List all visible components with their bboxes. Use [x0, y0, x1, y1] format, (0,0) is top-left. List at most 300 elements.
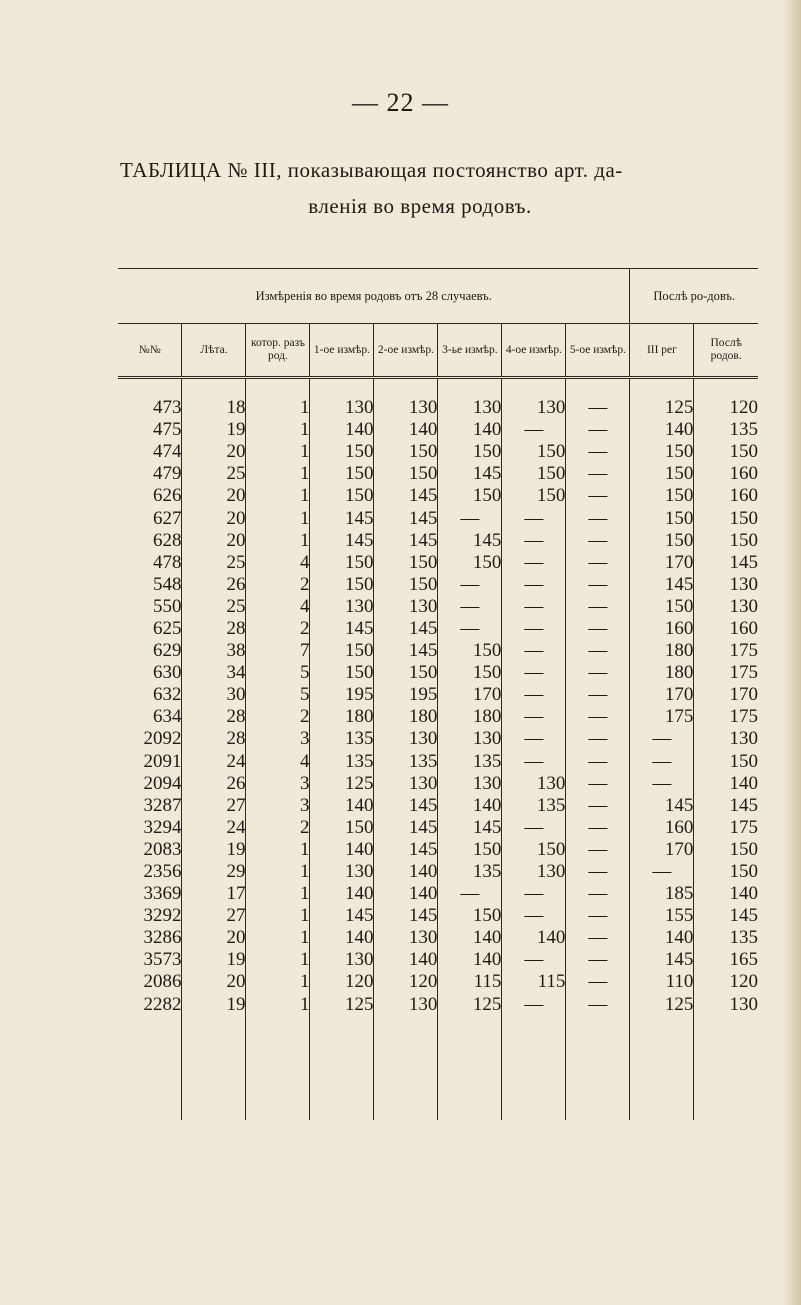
blood-pressure-table — [118, 268, 758, 1120]
cell-measure-4: — — [502, 596, 566, 618]
cell-measure-3: 140 — [438, 795, 502, 817]
cell-measure-2: 180 — [374, 706, 438, 728]
cell-number: 548 — [152, 573, 182, 595]
cell-third-stage: 140 — [630, 927, 694, 949]
col-header-measure-1: 1-ое измѣр. — [310, 324, 374, 378]
cell-measure-2: 145 — [374, 507, 438, 529]
cell-measure-5: — — [566, 662, 630, 684]
cell-after-labor: 130 — [694, 574, 758, 596]
cell-birth-order: 1 — [246, 949, 310, 971]
cell-measure-2: 145 — [374, 795, 438, 817]
cell-third-stage: 140 — [630, 419, 694, 441]
cell-measure-1: 140 — [310, 927, 374, 949]
cell-measure-5: — — [566, 905, 630, 927]
cell-birth-order: 3 — [246, 795, 310, 817]
cell-measure-3: 150 — [438, 839, 502, 861]
cell-birth-order: 5 — [246, 684, 310, 706]
cell-after-labor: 160 — [694, 463, 758, 485]
cell-number: 550 — [152, 595, 182, 617]
cell-third-stage: 145 — [630, 574, 694, 596]
cell-birth-order: 3 — [246, 728, 310, 750]
cell-measure-3: 115 — [438, 971, 502, 993]
table-row — [118, 949, 758, 971]
cell-measure-1: 150 — [310, 640, 374, 662]
cell-number: 3294 — [143, 816, 182, 838]
cell-measure-2: 140 — [374, 419, 438, 441]
cell-measure-1: 150 — [310, 552, 374, 574]
cell-measure-4: — — [502, 552, 566, 574]
header-during-labor: Измѣренія во время родовъ отъ 28 случаевъ. — [118, 269, 630, 324]
cell-measure-3: 180 — [438, 706, 502, 728]
table-row — [118, 706, 758, 728]
cell-measure-3: 135 — [438, 751, 502, 773]
col-header-measure-2: 2-ое измѣр. — [374, 324, 438, 378]
table-row — [118, 419, 758, 441]
cell-measure-3: 130 — [438, 773, 502, 795]
cell-measure-2: 145 — [374, 530, 438, 552]
table-row — [118, 971, 758, 993]
cell-third-stage: — — [630, 861, 694, 883]
cell-measure-3: 145 — [438, 463, 502, 485]
cell-measure-5: — — [566, 773, 630, 795]
cell-measure-4: — — [502, 706, 566, 728]
table-body — [118, 378, 758, 1120]
cell-third-stage: — — [630, 728, 694, 750]
cell-measure-1: 150 — [310, 441, 374, 463]
cell-age: 24 — [182, 817, 246, 839]
cell-number: 632 — [152, 684, 182, 706]
table-row — [118, 751, 758, 773]
cell-measure-5: — — [566, 795, 630, 817]
cell-number: 2092 — [143, 728, 182, 750]
cell-third-stage: 180 — [630, 640, 694, 662]
cell-measure-2: 150 — [374, 574, 438, 596]
cell-after-labor: 145 — [694, 905, 758, 927]
cell-after-labor: 175 — [694, 640, 758, 662]
cell-measure-3: 170 — [438, 684, 502, 706]
cell-measure-2: 130 — [374, 728, 438, 750]
page-number: — 22 — — [352, 88, 449, 117]
cell-measure-5: — — [566, 817, 630, 839]
header-group-row — [118, 269, 758, 324]
cell-number: 629 — [152, 640, 182, 662]
cell-number: 2083 — [143, 838, 182, 860]
table-row — [118, 795, 758, 817]
cell-measure-1: 145 — [310, 618, 374, 640]
cell-measure-4: 135 — [502, 795, 566, 817]
cell-number: 3286 — [143, 927, 182, 949]
cell-measure-4: 150 — [502, 839, 566, 861]
cell-third-stage: 150 — [630, 507, 694, 529]
cell-age: 17 — [182, 883, 246, 905]
cell-birth-order: 1 — [246, 507, 310, 529]
cell-number: 478 — [152, 551, 182, 573]
cell-after-labor: 130 — [694, 596, 758, 618]
cell-age: 20 — [182, 971, 246, 993]
cell-measure-5: — — [566, 949, 630, 971]
cell-birth-order: 1 — [246, 441, 310, 463]
cell-measure-2: 130 — [374, 927, 438, 949]
cell-measure-2: 145 — [374, 618, 438, 640]
cell-after-labor: 120 — [694, 397, 758, 419]
cell-birth-order: 1 — [246, 397, 310, 419]
cell-measure-4: — — [502, 728, 566, 750]
cell-measure-2: 145 — [374, 905, 438, 927]
cell-measure-1: 140 — [310, 839, 374, 861]
cell-measure-5: — — [566, 419, 630, 441]
table-row — [118, 839, 758, 861]
cell-measure-4: — — [502, 419, 566, 441]
cell-measure-5: — — [566, 485, 630, 507]
cell-number: 634 — [152, 706, 182, 728]
cell-measure-4: 130 — [502, 773, 566, 795]
table-row — [118, 662, 758, 684]
cell-third-stage: 160 — [630, 618, 694, 640]
cell-measure-4: — — [502, 949, 566, 971]
table-row — [118, 994, 758, 1016]
table-row — [118, 596, 758, 618]
cell-measure-3: 140 — [438, 419, 502, 441]
cell-birth-order: 1 — [246, 839, 310, 861]
cell-measure-5: — — [566, 883, 630, 905]
cell-birth-order: 5 — [246, 662, 310, 684]
table-tail — [118, 1016, 758, 1120]
cell-birth-order: 2 — [246, 618, 310, 640]
cell-measure-1: 145 — [310, 507, 374, 529]
cell-measure-3: 130 — [438, 397, 502, 419]
cell-measure-4: — — [502, 618, 566, 640]
cell-measure-5: — — [566, 839, 630, 861]
cell-age: 20 — [182, 530, 246, 552]
cell-measure-2: 135 — [374, 751, 438, 773]
table-row — [118, 861, 758, 883]
col-header-third-stage: III рег — [630, 324, 694, 378]
cell-measure-1: 135 — [310, 728, 374, 750]
table-row — [118, 441, 758, 463]
cell-third-stage: 180 — [630, 662, 694, 684]
cell-age: 28 — [182, 706, 246, 728]
cell-measure-2: 145 — [374, 839, 438, 861]
cell-measure-3: — — [438, 618, 502, 640]
cell-age: 34 — [182, 662, 246, 684]
cell-measure-5: — — [566, 552, 630, 574]
cell-measure-4: — — [502, 530, 566, 552]
cell-birth-order: 4 — [246, 552, 310, 574]
cell-measure-2: 120 — [374, 971, 438, 993]
cell-number: 474 — [152, 441, 182, 463]
table-row — [118, 817, 758, 839]
cell-after-labor: 175 — [694, 817, 758, 839]
cell-measure-3: — — [438, 596, 502, 618]
cell-after-labor: 130 — [694, 994, 758, 1016]
cell-measure-5: — — [566, 530, 630, 552]
cell-measure-4: — — [502, 994, 566, 1016]
cell-age: 19 — [182, 839, 246, 861]
cell-birth-order: 3 — [246, 773, 310, 795]
cell-number: 630 — [152, 662, 182, 684]
cell-measure-1: 145 — [310, 905, 374, 927]
cell-age: 29 — [182, 861, 246, 883]
cell-after-labor: 135 — [694, 419, 758, 441]
table-row — [118, 640, 758, 662]
header-columns-row — [118, 324, 758, 378]
cell-birth-order: 1 — [246, 883, 310, 905]
cell-third-stage: 150 — [630, 596, 694, 618]
cell-birth-order: 4 — [246, 596, 310, 618]
cell-number: 473 — [152, 397, 182, 419]
cell-measure-2: 150 — [374, 662, 438, 684]
cell-measure-2: 195 — [374, 684, 438, 706]
cell-third-stage: — — [630, 751, 694, 773]
cell-after-labor: 145 — [694, 795, 758, 817]
cell-measure-5: — — [566, 596, 630, 618]
cell-measure-5: — — [566, 706, 630, 728]
cell-age: 19 — [182, 994, 246, 1016]
cell-measure-5: — — [566, 441, 630, 463]
cell-birth-order: 1 — [246, 994, 310, 1016]
cell-measure-1: 150 — [310, 574, 374, 596]
cell-third-stage: 160 — [630, 817, 694, 839]
caption-line-2: вленія во время родовъ. — [308, 194, 532, 218]
cell-after-labor: 140 — [694, 773, 758, 795]
cell-after-labor: 165 — [694, 949, 758, 971]
cell-after-labor: 175 — [694, 662, 758, 684]
cell-measure-2: 130 — [374, 773, 438, 795]
cell-measure-5: — — [566, 861, 630, 883]
cell-age: 19 — [182, 949, 246, 971]
cell-age: 19 — [182, 419, 246, 441]
table-row — [118, 397, 758, 419]
cell-measure-1: 150 — [310, 463, 374, 485]
cell-after-labor: 150 — [694, 751, 758, 773]
cell-birth-order: 1 — [246, 419, 310, 441]
table-row — [118, 618, 758, 640]
cell-measure-3: 150 — [438, 441, 502, 463]
cell-number: 3292 — [143, 905, 182, 927]
cell-measure-1: 120 — [310, 971, 374, 993]
cell-measure-5: — — [566, 640, 630, 662]
cell-measure-2: 130 — [374, 596, 438, 618]
cell-number: 3573 — [143, 949, 182, 971]
cell-after-labor: 150 — [694, 839, 758, 861]
cell-after-labor: 120 — [694, 971, 758, 993]
cell-measure-5: — — [566, 574, 630, 596]
page-edge-shadow — [783, 0, 801, 1305]
cell-measure-3: 150 — [438, 662, 502, 684]
cell-measure-1: 130 — [310, 397, 374, 419]
cell-measure-4: 150 — [502, 485, 566, 507]
cell-birth-order: 1 — [246, 971, 310, 993]
cell-measure-1: 150 — [310, 485, 374, 507]
cell-third-stage: 150 — [630, 530, 694, 552]
cell-measure-1: 180 — [310, 706, 374, 728]
cell-measure-4: 130 — [502, 397, 566, 419]
table-row — [118, 507, 758, 529]
cell-number: 628 — [152, 529, 182, 551]
cell-measure-3: 145 — [438, 530, 502, 552]
cell-after-labor: 150 — [694, 530, 758, 552]
col-header-measure-3: 3-ье измѣр. — [438, 324, 502, 378]
cell-after-labor: 130 — [694, 728, 758, 750]
cell-number: 626 — [152, 485, 182, 507]
table-row — [118, 552, 758, 574]
cell-measure-2: 145 — [374, 485, 438, 507]
cell-measure-1: 130 — [310, 596, 374, 618]
table-row — [118, 728, 758, 750]
cell-measure-2: 140 — [374, 949, 438, 971]
cell-number: 2086 — [143, 971, 182, 993]
cell-measure-3: — — [438, 507, 502, 529]
cell-measure-2: 140 — [374, 861, 438, 883]
cell-measure-4: — — [502, 507, 566, 529]
cell-third-stage: 145 — [630, 949, 694, 971]
cell-measure-4: 140 — [502, 927, 566, 949]
cell-birth-order: 1 — [246, 905, 310, 927]
cell-measure-4: — — [502, 574, 566, 596]
cell-measure-4: — — [502, 817, 566, 839]
cell-measure-2: 150 — [374, 441, 438, 463]
cell-birth-order: 1 — [246, 463, 310, 485]
cell-after-labor: 135 — [694, 927, 758, 949]
cell-third-stage: 125 — [630, 994, 694, 1016]
cell-age: 27 — [182, 905, 246, 927]
cell-measure-4: 115 — [502, 971, 566, 993]
cell-after-labor: 150 — [694, 441, 758, 463]
cell-number: 2091 — [143, 750, 182, 772]
cell-number: 2282 — [143, 993, 182, 1015]
cell-after-labor: 150 — [694, 861, 758, 883]
cell-number: 3369 — [143, 883, 182, 905]
cell-birth-order: 1 — [246, 861, 310, 883]
cell-number: 2356 — [143, 861, 182, 883]
table-row — [118, 485, 758, 507]
header-after-labor: Послѣ ро-довъ. — [630, 269, 758, 324]
cell-after-labor: 150 — [694, 507, 758, 529]
cell-measure-1: 130 — [310, 949, 374, 971]
cell-measure-3: 135 — [438, 861, 502, 883]
cell-third-stage: 175 — [630, 706, 694, 728]
cell-measure-5: — — [566, 463, 630, 485]
cell-age: 18 — [182, 397, 246, 419]
cell-after-labor: 145 — [694, 552, 758, 574]
cell-birth-order: 1 — [246, 485, 310, 507]
cell-third-stage: 170 — [630, 684, 694, 706]
cell-after-labor: 160 — [694, 485, 758, 507]
cell-measure-2: 150 — [374, 552, 438, 574]
cell-measure-3: 150 — [438, 905, 502, 927]
table-row — [118, 574, 758, 596]
cell-third-stage: 110 — [630, 971, 694, 993]
cell-age: 25 — [182, 552, 246, 574]
cell-birth-order: 7 — [246, 640, 310, 662]
cell-measure-5: — — [566, 927, 630, 949]
cell-third-stage: — — [630, 773, 694, 795]
cell-third-stage: 170 — [630, 839, 694, 861]
cell-third-stage: 170 — [630, 552, 694, 574]
cell-age: 28 — [182, 728, 246, 750]
cell-measure-3: — — [438, 883, 502, 905]
cell-measure-2: 145 — [374, 640, 438, 662]
cell-age: 28 — [182, 618, 246, 640]
cell-measure-4: — — [502, 883, 566, 905]
cell-measure-1: 125 — [310, 773, 374, 795]
cell-measure-5: — — [566, 618, 630, 640]
cell-measure-2: 145 — [374, 817, 438, 839]
cell-measure-1: 145 — [310, 530, 374, 552]
cell-measure-3: 125 — [438, 994, 502, 1016]
cell-birth-order: 1 — [246, 530, 310, 552]
cell-number: 627 — [152, 507, 182, 529]
cell-age: 20 — [182, 927, 246, 949]
cell-measure-1: 150 — [310, 662, 374, 684]
cell-measure-5: — — [566, 971, 630, 993]
caption-line-1: ТАБЛИЦА № III, показывающая постоянство арт. да- — [120, 158, 623, 182]
cell-measure-1: 150 — [310, 817, 374, 839]
cell-third-stage: 185 — [630, 883, 694, 905]
cell-measure-5: — — [566, 994, 630, 1016]
cell-measure-5: — — [566, 397, 630, 419]
cell-measure-3: 140 — [438, 949, 502, 971]
cell-measure-2: 140 — [374, 883, 438, 905]
table-row — [118, 905, 758, 927]
cell-after-labor: 175 — [694, 706, 758, 728]
cell-measure-3: 150 — [438, 640, 502, 662]
cell-measure-1: 135 — [310, 751, 374, 773]
cell-number: 475 — [152, 419, 182, 441]
cell-measure-5: — — [566, 507, 630, 529]
cell-number: 479 — [152, 463, 182, 485]
cell-number: 3287 — [143, 794, 182, 816]
cell-third-stage: 155 — [630, 905, 694, 927]
cell-age: 20 — [182, 485, 246, 507]
cell-age: 25 — [182, 596, 246, 618]
cell-birth-order: 2 — [246, 706, 310, 728]
cell-measure-5: — — [566, 684, 630, 706]
col-header-measure-4: 4-ое измѣр. — [502, 324, 566, 378]
cell-age: 24 — [182, 751, 246, 773]
cell-age: 25 — [182, 463, 246, 485]
cell-measure-2: 130 — [374, 994, 438, 1016]
cell-measure-1: 125 — [310, 994, 374, 1016]
cell-measure-1: 140 — [310, 795, 374, 817]
cell-number: 625 — [152, 617, 182, 639]
cell-age: 38 — [182, 640, 246, 662]
cell-birth-order: 1 — [246, 927, 310, 949]
cell-measure-5: — — [566, 728, 630, 750]
cell-measure-4: 150 — [502, 463, 566, 485]
cell-measure-2: 150 — [374, 463, 438, 485]
table-row — [118, 927, 758, 949]
cell-measure-3: 130 — [438, 728, 502, 750]
cell-age: 30 — [182, 684, 246, 706]
cell-birth-order: 4 — [246, 751, 310, 773]
cell-measure-1: 140 — [310, 419, 374, 441]
cell-measure-4: 150 — [502, 441, 566, 463]
table-caption — [120, 152, 780, 224]
cell-after-labor: 170 — [694, 684, 758, 706]
cell-measure-4: — — [502, 684, 566, 706]
col-header-after-labor: Послѣ родов. — [694, 324, 758, 378]
cell-measure-3: — — [438, 574, 502, 596]
table-row — [118, 773, 758, 795]
cell-third-stage: 150 — [630, 485, 694, 507]
cell-third-stage: 150 — [630, 441, 694, 463]
cell-age: 26 — [182, 773, 246, 795]
body-spacer — [118, 378, 758, 398]
cell-third-stage: 150 — [630, 463, 694, 485]
col-header-birth-order: котор. разъ род. — [246, 324, 310, 378]
cell-measure-2: 130 — [374, 397, 438, 419]
